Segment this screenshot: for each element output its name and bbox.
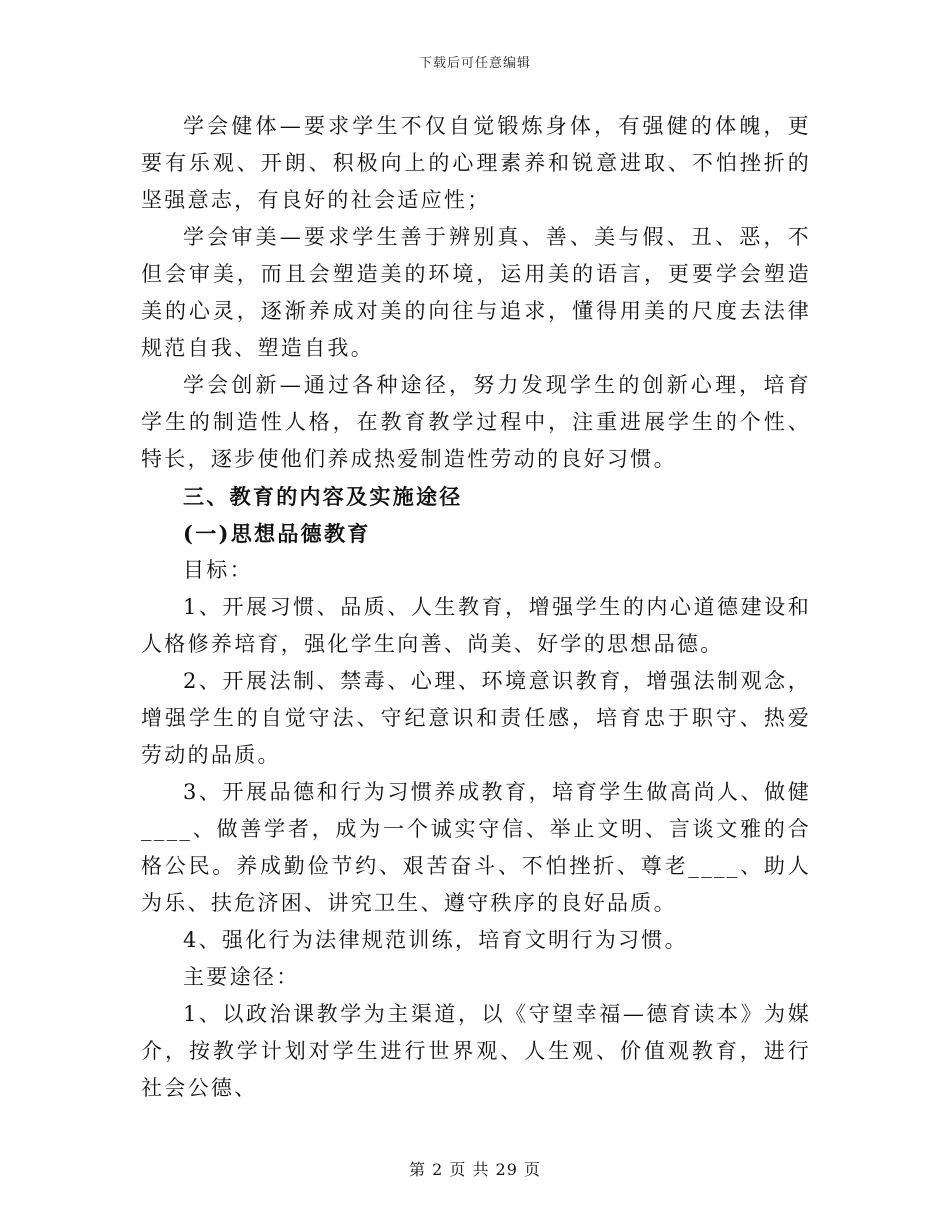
paragraph-innovation: 学会创新—通过各种途径，努力发现学生的创新心理，培育学生的制造性人格，在教育教学过程中，注重进展学生的个性、特长，逐步使他们养成热爱制造性劳动的良好习惯。	[141, 373, 811, 471]
subsection-heading: (一)思想品德教育	[183, 521, 371, 546]
page-number-footer: 第 2 页 共 29 页	[409, 1160, 541, 1179]
page-header-note: 下载后可任意编辑	[418, 56, 531, 71]
goal-item-3: 3、开展品德和行为习惯养成教育，培育学生做高尚人、做健____、做善学者，成为一个诚实守信、举止文明、言谈文雅的合格公民。养成勤俭节约、艰苦奋斗、不怕挫折、尊老____、助人为乐、扶危济困、讲究卫生、遵守秩序的良好品质。	[141, 780, 811, 915]
goals-label: 目标：	[183, 558, 253, 582]
approaches-label: 主要途径：	[183, 965, 300, 989]
section-heading: 三、教育的内容及实施途径	[183, 484, 463, 509]
paragraph-fitness: 学会健体—要求学生不仅自觉锻炼身体，有强健的体魄，更要有乐观、开朗、积极向上的心理素养和锐意进取、不怕挫折的坚强意志，有良好的社会适应性；	[141, 114, 811, 212]
paragraph-aesthetics: 学会审美—要求学生善于辨别真、善、美与假、丑、恶，不但会审美，而且会塑造美的环境，运用美的语言，更要学会塑造美的心灵，逐渐养成对美的向往与追求，懂得用美的尺度去法律规范自我、塑造自我。	[141, 225, 811, 360]
goal-item-1: 1、开展习惯、品质、人生教育，增强学生的内心道德建设和人格修养培育，强化学生向善、尚美、好学的思想品德。	[141, 595, 811, 656]
goal-item-2: 2、开展法制、禁毒、心理、环境意识教育，增强法制观念，增强学生的自觉守法、守纪意识和责任感，培育忠于职守、热爱劳动的品质。	[141, 669, 811, 767]
goal-item-4: 4、强化行为法律规范训练，培育文明行为习惯。	[183, 928, 688, 952]
document-body	[141, 108, 811, 1107]
approach-item-1: 1、以政治课教学为主渠道，以《守望幸福—德育读本》为媒介，按教学计划对学生进行世界观、人生观、价值观教育，进行社会公德、	[141, 1002, 811, 1100]
